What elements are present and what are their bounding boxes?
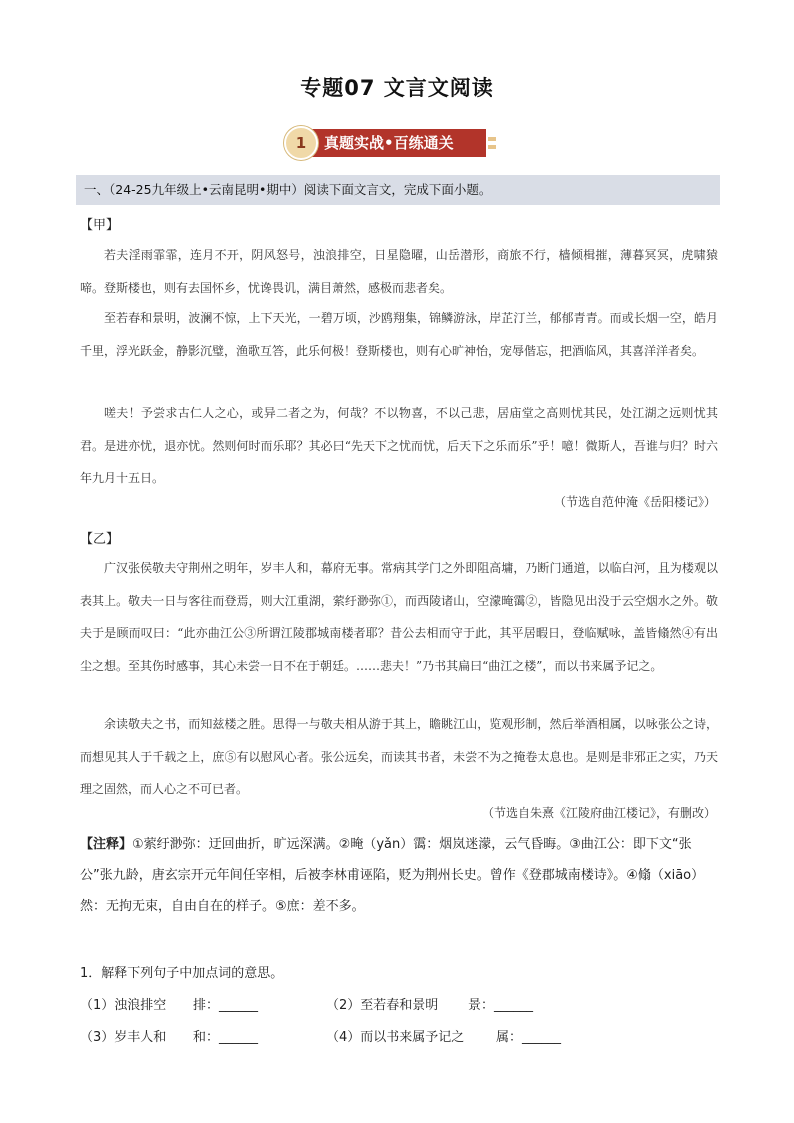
question-heading: 一、（24-25九年级上•云南昆明•期中）阅读下面文言文，完成下面小题。 [84,182,492,197]
question-1-item: （4）而以书来属予记之 [326,1030,465,1045]
passage-b-marker: 【乙】 [80,532,120,547]
question-heading-bar [76,175,720,205]
passage-a-marker: 【甲】 [80,218,120,233]
annotation-notes [80,829,718,922]
question-1-item: （1）浊浪排空 [80,998,167,1013]
question-1-prompt: 1．解释下列句子中加点词的意思。 [80,966,284,981]
question-1-item: （2）至若春和景明 [326,998,439,1013]
question-1-blank[interactable]: 景：______ [468,998,534,1013]
question-1-item: （3）岁丰人和 [80,1030,167,1045]
notes-text: ①萦纡渺弥：迂回曲折，旷远深满。②晻（yǎn）霭：烟岚迷濛，云气昏晦。③曲江公：即下文“张公”张九龄，唐玄宗开元年间任宰相，后被李林甫诬陷，贬为荆州长史。曾作《登郡城南楼诗》。④翛（xiāo）然：无拘无束，自由自在的样子。⑤庶：差不多。 [80,837,705,914]
banner-number-badge: 1 [284,126,318,160]
banner-label: 真题实战•百练通关 [324,134,454,152]
passage-a-source: （节选自范仲淹《岳阳楼记》） [553,495,716,509]
passage-b-paragraph: 广汉张侯敬夫守荆州之明年，岁丰人和，幕府无事。常病其学门之外即阻高墉，乃断门通道，以临白河，且为楼观以表其上。敬夫一日与客往而登焉，则大江重湖，萦纡渺弥①，而西陵诸山，空濛晻霭②，皆隐见出没于云空烟水之外。敬夫于是顾而叹曰：“此亦曲江公③所谓江陵郡城南楼者耶？昔公去相而守于此，其平居暇日，登临赋咏，盖皆翛然④有出尘之想。至其伤时感事，其心未尝一日不在于朝廷。……悲夫！”乃书其扁曰“曲江之楼”，而以书来属予记之。 [80,561,718,673]
passage-a-paragraph: 嗟夫！予尝求古仁人之心，或异二者之为，何哉？不以物喜，不以己悲，居庙堂之高则忧其民，处江湖之远则忧其君。是进亦忧，退亦忧。然则何时而乐耶？其必曰“先天下之忧而忧，后天下之乐而乐”乎！噫！微斯人，吾谁与归？时六年九月十五日。 [80,406,718,485]
question-1-blank[interactable]: 和：______ [193,1030,259,1045]
notes-label: 【注释】 [80,837,133,852]
banner-decoration [488,137,496,141]
passage-b-source: （节选自朱熹《江陵府曲江楼记》，有删改） [481,806,716,820]
banner-decoration [488,145,496,149]
question-1-blank[interactable]: 属：______ [496,1030,562,1045]
passage-a-paragraph: 若夫淫雨霏霏，连月不开，阴风怒号，浊浪排空，日星隐曜，山岳潜形，商旅不行，樯倾楫摧，薄暮冥冥，虎啸猿啼。登斯楼也，则有去国怀乡，忧谗畏讥，满目萧然，感极而悲者矣。 [80,248,718,295]
passage-a-paragraph: 至若春和景明，波澜不惊，上下天光，一碧万顷，沙鸥翔集，锦鳞游泳，岸芷汀兰，郁郁青青。而或长烟一空，皓月千里，浮光跃金，静影沉璧，渔歌互答，此乐何极！登斯楼也，则有心旷神怡，宠辱偕忘，把酒临风，其喜洋洋者矣。 [80,311,718,358]
question-1-blank[interactable]: 排：______ [193,998,259,1013]
section-banner [284,125,512,161]
passage-b-paragraph: 余读敬夫之书，而知兹楼之胜。思得一与敬夫相从游于其上，瞻眺江山，览观形制，然后举酒相属，以咏张公之诗，而想见其人于千载之上，庶⑤有以慰风心者。张公远矣，而读其书者，未尝不为之掩卷太息也。是则是非邪正之实，乃天理之固然，而人心之不可已者。 [80,717,718,796]
page-title: 专题07 文言文阅读 [300,76,494,100]
